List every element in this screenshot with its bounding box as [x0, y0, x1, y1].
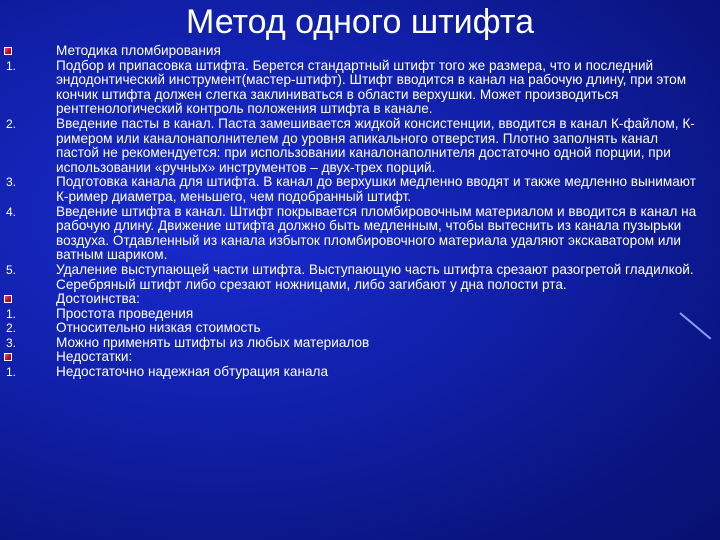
list-number: 1.: [6, 306, 17, 321]
square-bullet-icon: [4, 353, 12, 361]
list-number: 5.: [6, 262, 17, 277]
list-item-text: Недостатки:: [56, 349, 133, 365]
list-item-text: Подготовка канала для штифта. В канал до верхушки медленно вводят и также медленно вынимают К-ример диаметра, меньшего, чем подобранный штифт.: [56, 174, 696, 204]
list-item: [0, 205, 720, 263]
list-item: [0, 336, 720, 351]
list-item-text: Методика пломбирования: [56, 43, 221, 58]
list-item: [0, 365, 720, 380]
list-item: [0, 321, 720, 336]
list-item-text: Можно применять штифты из любых материалов: [56, 334, 370, 350]
list-item: [0, 307, 720, 322]
content-list: [0, 44, 720, 380]
list-item: [0, 59, 720, 117]
list-number: 1.: [6, 58, 17, 73]
list-number: 2.: [6, 321, 17, 336]
list-number: 1.: [6, 365, 17, 380]
list-item-text: Удаление выступающей части штифта. Выступающую часть штифта срезают разогретой гладилкой. Серебряный штифт либо срезают ножницами, либо загибают у дна полости рта.: [56, 261, 694, 292]
list-number: 3.: [6, 335, 17, 350]
square-bullet-icon: [4, 295, 12, 303]
square-bullet-icon: [4, 47, 12, 55]
slide-title: Метод одного штифта: [186, 3, 534, 41]
list-item-heading-disadvantages: [0, 350, 720, 365]
list-item: [0, 117, 720, 175]
list-item-text: Простота проведения: [56, 305, 194, 321]
list-number: 2.: [6, 116, 17, 131]
list-item: [0, 175, 720, 204]
list-item: [0, 263, 720, 292]
list-item-text: Достоинства:: [56, 291, 140, 307]
list-item-text: Недостаточно надежная обтурация канала: [56, 364, 329, 380]
list-item-text: Введение штифта в канал. Штифт покрывается пломбировочным материалом и вводится в канал на рабочую длину. Движение штифта должно быть медленным, чтобы вытеснить из канала пузырьки воздуха. Отдавленный из канала избыток пломбировочного материала удаляют экскаватором или ватным шариком.: [56, 203, 697, 263]
list-number: 3.: [6, 175, 17, 190]
list-number: 4.: [6, 204, 17, 219]
list-item-heading-advantages: [0, 292, 720, 307]
list-item-text: Введение пасты в канал. Паста замешивается жидкой консистенции, вводится в канал К-файлом, К-римером или каналонаполнителем до уровня апикального отверстия. Плотно заполнять канал пастой не рекомендуется: при использовании каналонаполнителя достаточно одной порции, при использовании «ручных» инструментов – двух-трех порций.: [56, 115, 695, 175]
list-item-text: Подбор и припасовка штифта. Берется стандартный штифт того же размера, что и последний эндодонтический инструмент(мастер-штифт). Штифт вводится в канал на рабочую длину, при этом кончик штифта должен слегка заклиниваться в области верхушки. Может производиться рентгенологический контроль положения штифта в канале.: [56, 57, 687, 117]
list-item-text: Относительно низкая стоимость: [56, 320, 261, 336]
list-item-heading-method: [0, 44, 720, 59]
